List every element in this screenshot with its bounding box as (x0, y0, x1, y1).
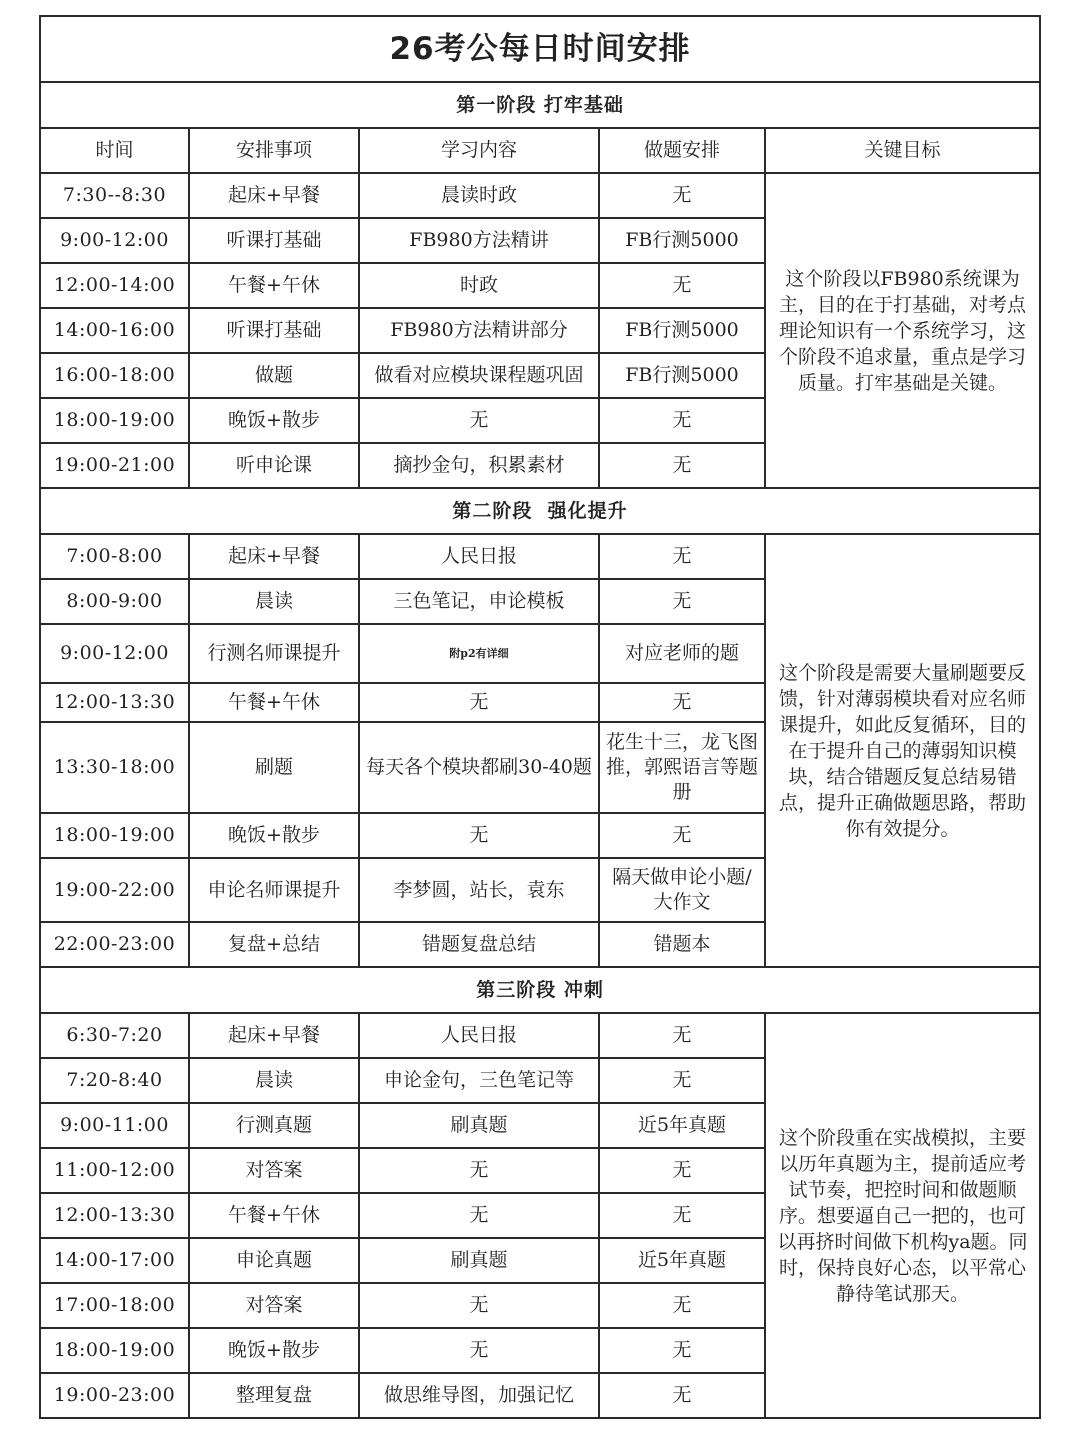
practice-cell: 无 (599, 1328, 765, 1373)
stage-row (40, 967, 1040, 1013)
task-cell: 听申论课 (189, 443, 359, 488)
practice-cell: 无 (599, 534, 765, 579)
time-cell: 18:00-19:00 (40, 398, 189, 443)
content-cell: FB980方法精讲 (359, 218, 599, 263)
task-cell: 申论名师课提升 (189, 858, 359, 922)
task-cell: 申论真题 (189, 1238, 359, 1283)
task-cell: 晨读 (189, 1058, 359, 1103)
header-cell: 时间 (40, 128, 189, 173)
practice-cell: 无 (599, 579, 765, 624)
practice-cell: 无 (599, 1013, 765, 1058)
time-cell: 18:00-19:00 (40, 1328, 189, 1373)
task-cell: 午餐+午休 (189, 263, 359, 308)
content-cell: 无 (359, 683, 599, 722)
content-cell: 三色笔记，申论模板 (359, 579, 599, 624)
stage-row (40, 488, 1040, 534)
practice-cell: 花生十三，龙飞图推，郭熙语言等题册 (599, 722, 765, 813)
task-cell: 听课打基础 (189, 308, 359, 353)
schedule-table (39, 15, 1041, 1419)
content-cell: 李梦圆，站长，袁东 (359, 858, 599, 922)
task-cell: 起床+早餐 (189, 173, 359, 218)
time-cell: 9:00-11:00 (40, 1103, 189, 1148)
time-cell: 12:00-14:00 (40, 263, 189, 308)
time-cell: 7:00-8:00 (40, 534, 189, 579)
practice-cell: 无 (599, 1283, 765, 1328)
task-cell: 起床+早餐 (189, 1013, 359, 1058)
content-cell: 时政 (359, 263, 599, 308)
task-cell: 晚饭+散步 (189, 398, 359, 443)
time-cell: 14:00-16:00 (40, 308, 189, 353)
time-cell: 12:00-13:30 (40, 683, 189, 722)
page-title: 26考公每日时间安排 (40, 16, 1040, 82)
practice-cell: 错题本 (599, 922, 765, 967)
header-cell: 做题安排 (599, 128, 765, 173)
goal-cell: 这个阶段是需要大量刷题要反馈，针对薄弱模块看对应名师课提升，如此反复循环，目的在于提升自己的薄弱知识模块，结合错题反复总结易错点，提升正确做题思路，帮助你有效提分。 (765, 534, 1040, 967)
practice-cell: FB行测5000 (599, 308, 765, 353)
header-cell: 学习内容 (359, 128, 599, 173)
content-cell: 无 (359, 1328, 599, 1373)
task-cell: 行测真题 (189, 1103, 359, 1148)
content-cell: 摘抄金句，积累素材 (359, 443, 599, 488)
practice-cell: 无 (599, 443, 765, 488)
content-cell: 无 (359, 1148, 599, 1193)
goal-cell: 这个阶段以FB980系统课为主，目的在于打基础，对考点理论知识有一个系统学习，这个阶段不追求量，重点是学习质量。打牢基础是关键。 (765, 173, 1040, 488)
task-cell: 听课打基础 (189, 218, 359, 263)
content-cell: 做思维导图，加强记忆 (359, 1373, 599, 1418)
task-cell: 刷题 (189, 722, 359, 813)
time-cell: 9:00-12:00 (40, 624, 189, 683)
task-cell: 午餐+午休 (189, 683, 359, 722)
practice-cell: 无 (599, 173, 765, 218)
time-cell: 7:20-8:40 (40, 1058, 189, 1103)
goal-cell: 这个阶段重在实战模拟，主要以历年真题为主，提前适应考试节奏，把控时间和做题顺序。想要逼自己一把的，也可以再挤时间做下机构ya题。同时，保持良好心态，以平常心静待笔试那天。 (765, 1013, 1040, 1418)
practice-cell: 近5年真题 (599, 1238, 765, 1283)
content-cell: 无 (359, 1193, 599, 1238)
content-cell: FB980方法精讲部分 (359, 308, 599, 353)
stage-title: 第三阶段 冲刺 (40, 967, 1040, 1013)
task-cell: 晚饭+散步 (189, 1328, 359, 1373)
task-cell: 晨读 (189, 579, 359, 624)
task-cell: 对答案 (189, 1148, 359, 1193)
content-cell: 刷真题 (359, 1103, 599, 1148)
time-cell: 14:00-17:00 (40, 1238, 189, 1283)
header-cell: 关键目标 (765, 128, 1040, 173)
stage-title: 第二阶段 强化提升 (40, 488, 1040, 534)
practice-cell: 无 (599, 398, 765, 443)
practice-cell: 无 (599, 1058, 765, 1103)
stage-row (40, 82, 1040, 128)
content-cell: 做看对应模块课程题巩固 (359, 353, 599, 398)
content-cell: 人民日报 (359, 1013, 599, 1058)
content-cell: 附p2有详细 (359, 624, 599, 683)
practice-cell: 无 (599, 1373, 765, 1418)
task-cell: 晚饭+散步 (189, 813, 359, 858)
practice-cell: 无 (599, 1148, 765, 1193)
content-cell: 无 (359, 813, 599, 858)
practice-cell: 近5年真题 (599, 1103, 765, 1148)
content-cell: 申论金句，三色笔记等 (359, 1058, 599, 1103)
practice-cell: 隔天做申论小题/大作文 (599, 858, 765, 922)
title-row (40, 16, 1040, 82)
task-cell: 午餐+午休 (189, 1193, 359, 1238)
time-cell: 6:30-7:20 (40, 1013, 189, 1058)
content-cell: 错题复盘总结 (359, 922, 599, 967)
header-row (40, 128, 1040, 173)
table-row (40, 1013, 1040, 1058)
practice-cell: 无 (599, 683, 765, 722)
practice-cell: FB行测5000 (599, 353, 765, 398)
practice-cell: 对应老师的题 (599, 624, 765, 683)
time-cell: 22:00-23:00 (40, 922, 189, 967)
practice-cell: 无 (599, 1193, 765, 1238)
task-cell: 起床+早餐 (189, 534, 359, 579)
content-cell: 刷真题 (359, 1238, 599, 1283)
time-cell: 12:00-13:30 (40, 1193, 189, 1238)
time-cell: 16:00-18:00 (40, 353, 189, 398)
task-cell: 整理复盘 (189, 1373, 359, 1418)
time-cell: 7:30--8:30 (40, 173, 189, 218)
task-cell: 对答案 (189, 1283, 359, 1328)
time-cell: 9:00-12:00 (40, 218, 189, 263)
header-cell: 安排事项 (189, 128, 359, 173)
practice-cell: 无 (599, 813, 765, 858)
time-cell: 17:00-18:00 (40, 1283, 189, 1328)
content-cell: 无 (359, 398, 599, 443)
time-cell: 19:00-21:00 (40, 443, 189, 488)
time-cell: 18:00-19:00 (40, 813, 189, 858)
time-cell: 8:00-9:00 (40, 579, 189, 624)
time-cell: 19:00-23:00 (40, 1373, 189, 1418)
time-cell: 13:30-18:00 (40, 722, 189, 813)
task-cell: 复盘+总结 (189, 922, 359, 967)
task-cell: 行测名师课提升 (189, 624, 359, 683)
time-cell: 19:00-22:00 (40, 858, 189, 922)
practice-cell: 无 (599, 263, 765, 308)
table-row (40, 173, 1040, 218)
time-cell: 11:00-12:00 (40, 1148, 189, 1193)
practice-cell: FB行测5000 (599, 218, 765, 263)
content-cell: 无 (359, 1283, 599, 1328)
stage-title: 第一阶段 打牢基础 (40, 82, 1040, 128)
task-cell: 做题 (189, 353, 359, 398)
content-cell: 人民日报 (359, 534, 599, 579)
content-cell: 晨读时政 (359, 173, 599, 218)
content-cell: 每天各个模块都刷30-40题 (359, 722, 599, 813)
table-row (40, 534, 1040, 579)
